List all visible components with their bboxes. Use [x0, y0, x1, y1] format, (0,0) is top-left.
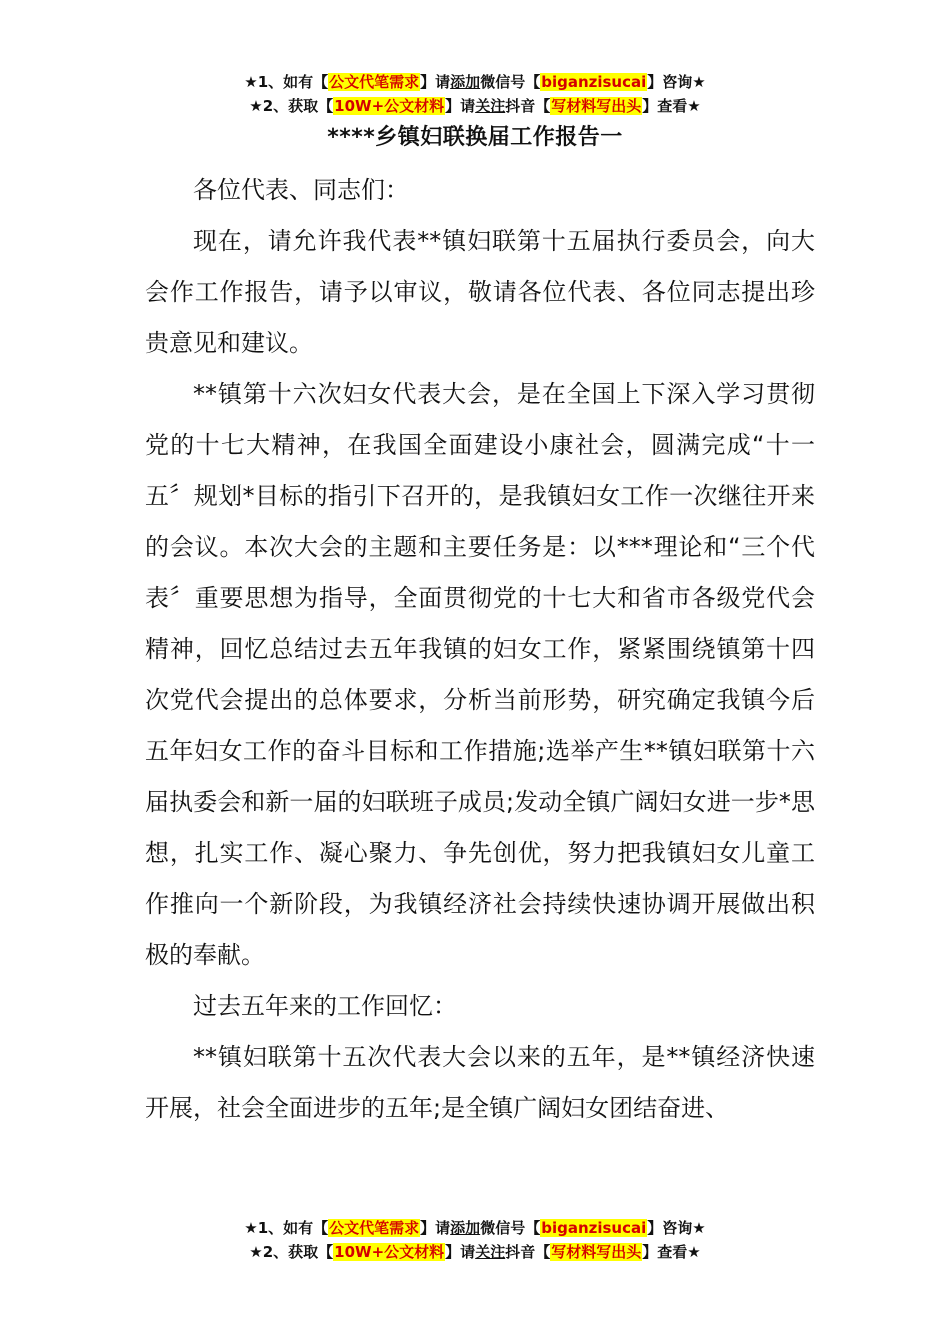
paragraph: **镇妇联第十五次代表大会以来的五年，是**镇经济快速开展，社会全面进步的五年;是全镇广阔妇女团结奋进、: [145, 1043, 815, 1122]
highlight-wechat-id: biganzisucai: [541, 1219, 647, 1237]
promo-banner-bottom: [0, 1216, 950, 1264]
paragraph-section-heading: 过去五年来的工作回忆：: [193, 992, 457, 1020]
document-title: ****乡镇妇联换届工作报告一: [327, 125, 623, 150]
highlight-douyin-account: 写材料写出头: [551, 97, 642, 115]
promo-line-1: ★1、如有【公文代笔需求】请添加微信号【biganzisucai】咨询★: [244, 73, 706, 91]
promo-line-1: ★1、如有【公文代笔需求】请添加微信号【biganzisucai】咨询★: [244, 1219, 706, 1237]
highlight-douyin-account: 写材料写出头: [551, 1243, 642, 1261]
star-icon: ★: [249, 1243, 263, 1261]
star-icon: ★: [687, 1243, 701, 1261]
highlight-materials: 10W+公文材料: [334, 97, 445, 115]
paragraph: **镇第十六次妇女代表大会，是在全国上下深入学习贯彻党的十七大精神，在我国全面建设小康社会，圆满完成“十一五〞规划*目标的指引下召开的，是我镇妇女工作一次继往开来的会议。本次大会的主题和主要任务是：以***理论和“三个代表〞重要思想为指导，全面贯彻党的十七大和省市各级党代会精神，回忆总结过去五年我镇的妇女工作，紧紧围绕镇第十四次党代会提出的总体要求，分析当前形势，研究确定我镇今后五年妇女工作的奋斗目标和工作措施;选举产生**镇妇联第十六届执委会和新一届的妇联班子成员;发动全镇广阔妇女进一步*思想，扎实工作、凝心聚力、争先创优，努力把我镇妇女儿童工作推向一个新阶段，为我镇经济社会持续快速协调开展做出积极的奉献。: [145, 380, 815, 969]
highlight-materials: 10W+公文材料: [334, 1243, 445, 1261]
star-icon: ★: [244, 73, 258, 91]
star-icon: ★: [244, 1219, 258, 1237]
promo-line-2: ★2、获取【10W+公文材料】请关注抖音【写材料写出头】查看★: [249, 97, 701, 115]
paragraph: 现在，请允许我代表**镇妇联第十五届执行委员会，向大会作工作报告，请予以审议，敬请各位代表、各位同志提出珍贵意见和建议。: [145, 227, 815, 357]
star-icon: ★: [692, 1219, 706, 1237]
highlight-service: 公文代笔需求: [329, 73, 420, 91]
promo-line-2: ★2、获取【10W+公文材料】请关注抖音【写材料写出头】查看★: [249, 1243, 701, 1261]
highlight-service: 公文代笔需求: [329, 1219, 420, 1237]
document-body: [145, 165, 815, 1134]
star-icon: ★: [692, 73, 706, 91]
star-icon: ★: [687, 97, 701, 115]
star-icon: ★: [249, 97, 263, 115]
paragraph-salutation: 各位代表、同志们：: [193, 176, 409, 204]
promo-banner-top: [0, 70, 950, 118]
highlight-wechat-id: biganzisucai: [541, 73, 647, 91]
